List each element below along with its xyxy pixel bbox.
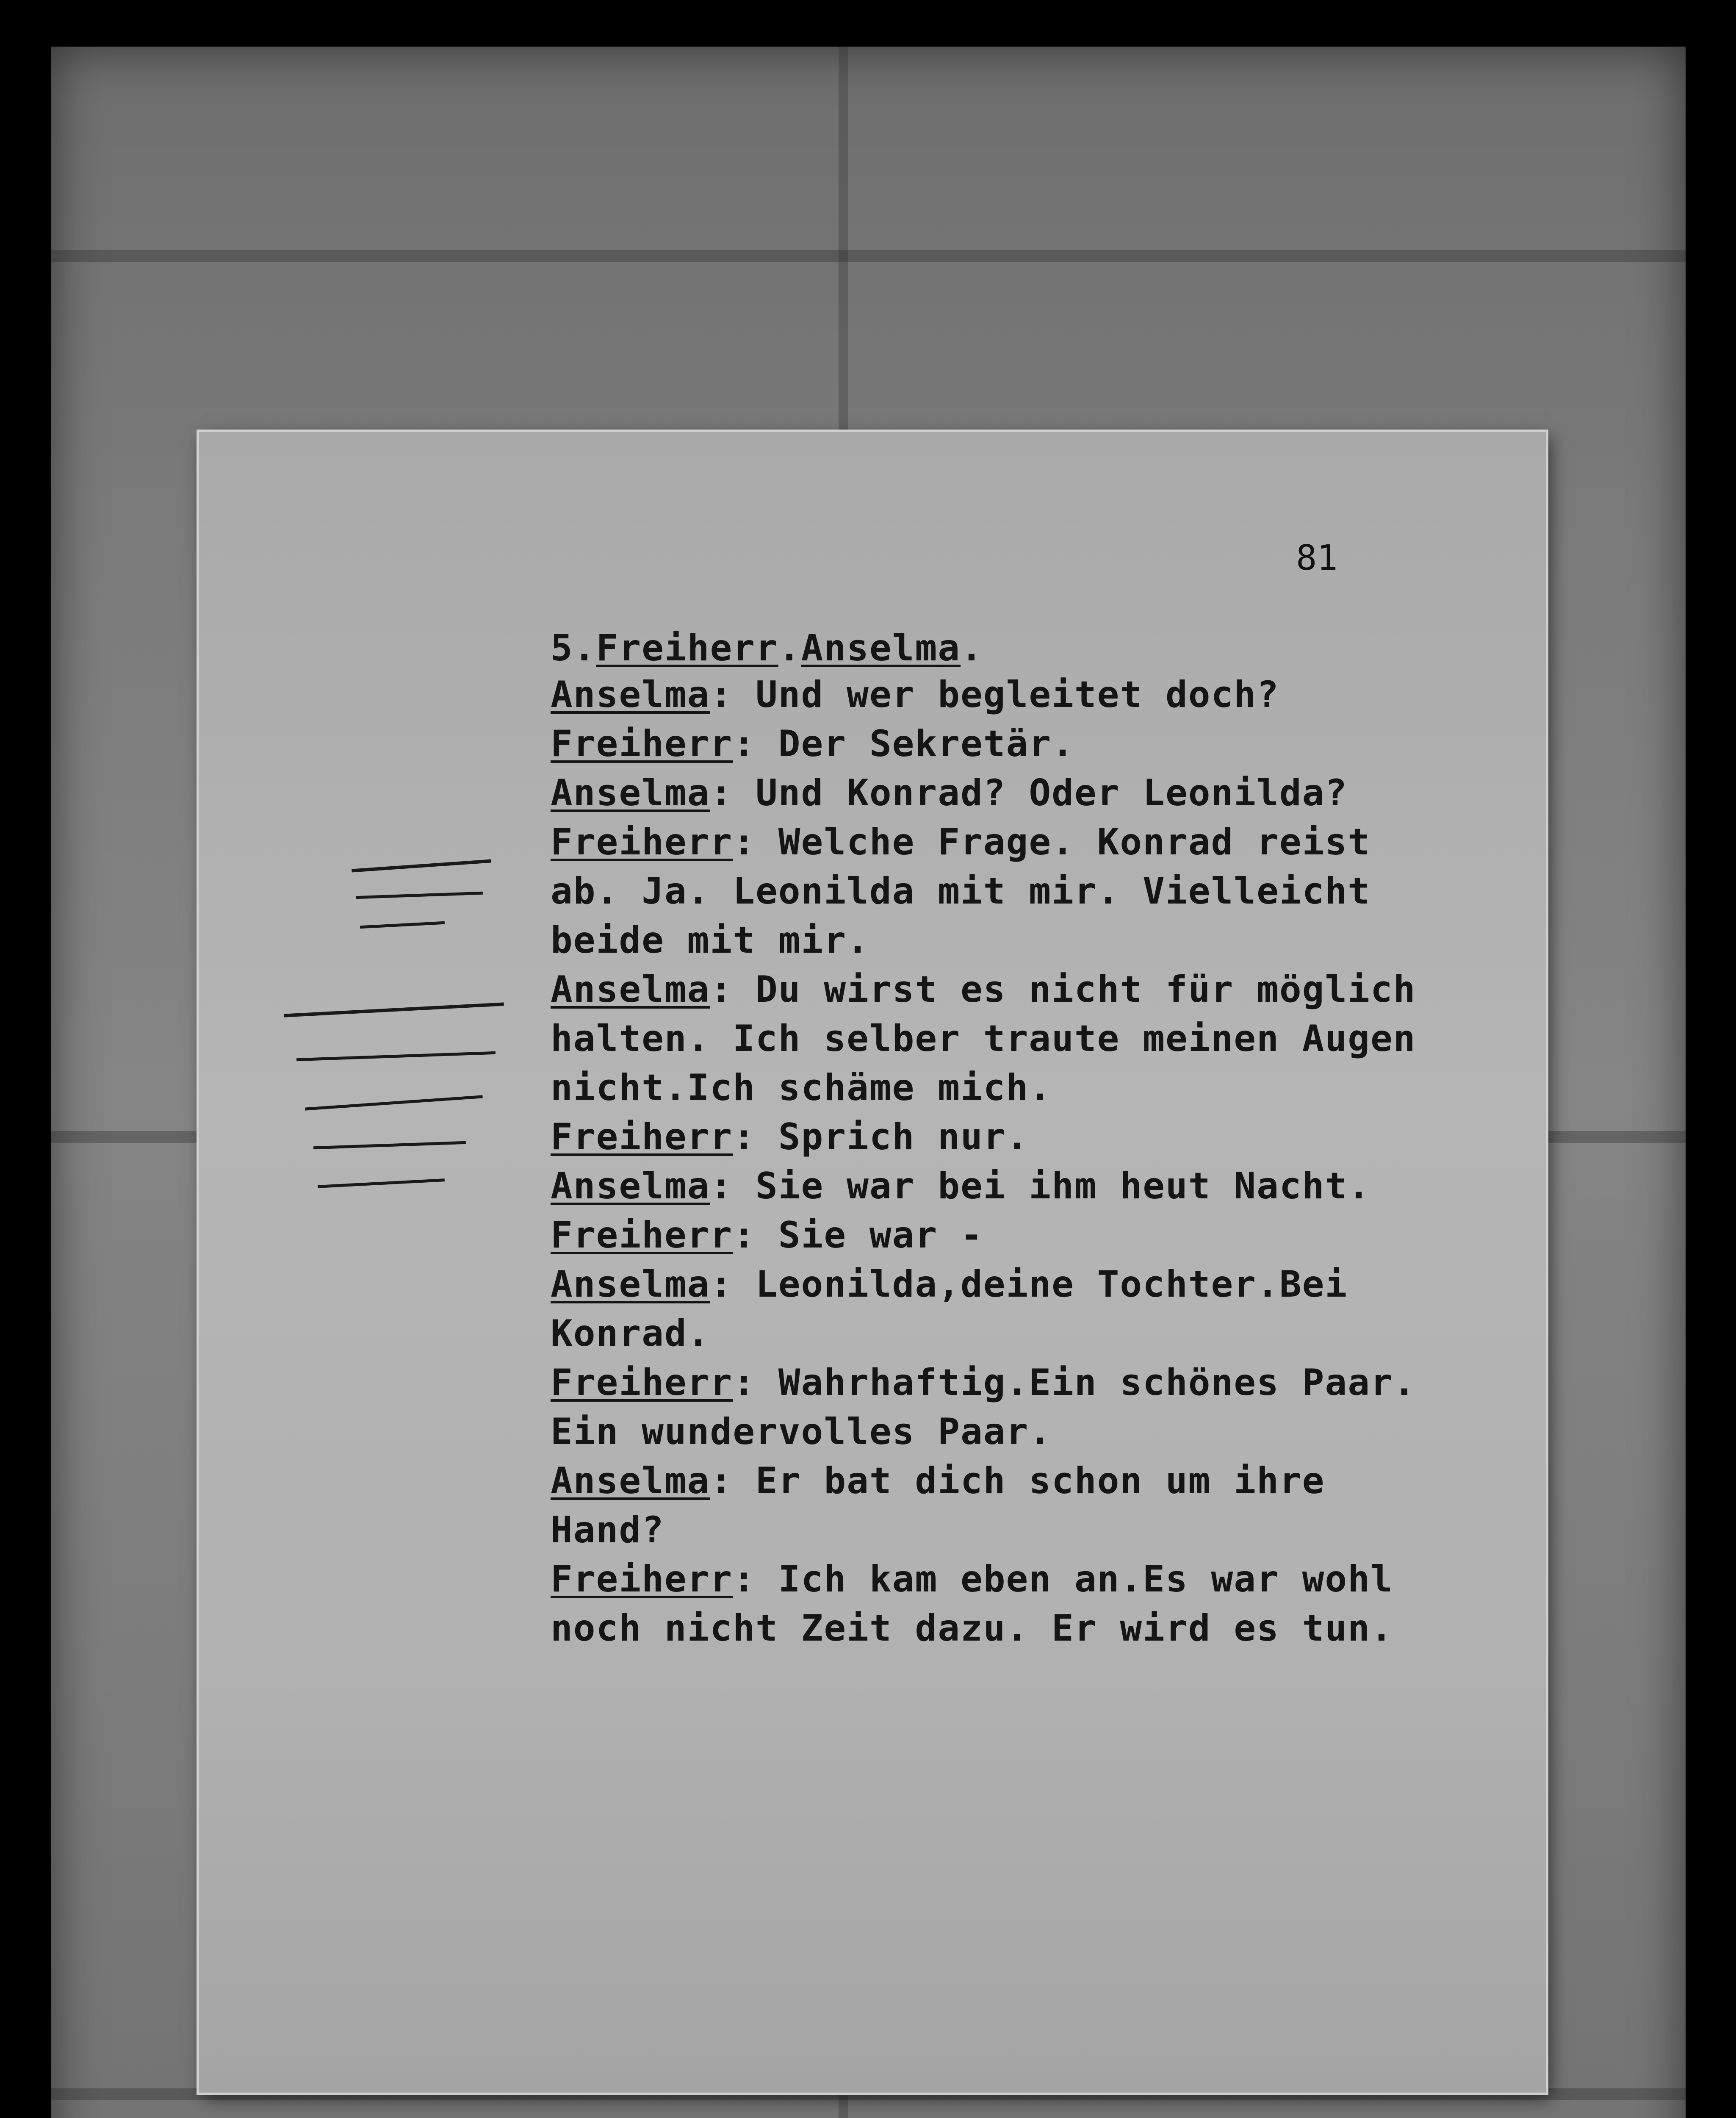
fold-line: [51, 250, 1686, 262]
dialogue-line: [551, 1214, 983, 1256]
dialogue-line: [551, 1607, 1393, 1649]
speaker-colon: :: [710, 772, 756, 814]
dialogue-line: [551, 968, 1416, 1011]
line-text: Konrad.: [551, 1312, 710, 1355]
speaker-colon: :: [733, 821, 778, 863]
dialogue-line: [551, 1067, 1052, 1109]
dialogue-line: [551, 1558, 1393, 1600]
speaker-name: Freiherr: [551, 1116, 733, 1158]
dialogue-line: [551, 821, 1371, 863]
speaker-name: Freiherr: [551, 1558, 733, 1600]
heading-speaker: Anselma: [801, 627, 961, 669]
line-text: Du wirst es nicht für möglich: [756, 968, 1416, 1011]
line-text: Leonilda,deine Tochter.Bei: [756, 1263, 1348, 1306]
line-text: Ein wundervolles Paar.: [551, 1411, 1052, 1453]
speaker-colon: :: [710, 968, 756, 1011]
line-text: Sprich nur.: [778, 1116, 1029, 1158]
speaker-name: Freiherr: [551, 821, 733, 863]
line-text: halten. Ich selber traute meinen Augen: [551, 1017, 1416, 1060]
dialogue-line: [551, 1116, 1029, 1158]
speaker-name: Freiherr: [551, 1361, 733, 1404]
dialogue-line: [551, 1312, 710, 1355]
line-text: Und wer begleitet doch?: [756, 674, 1279, 716]
line-text: Der Sekretär.: [778, 723, 1074, 765]
line-text: Welche Frage. Konrad reist: [778, 821, 1371, 863]
line-text: Er bat dich schon um ihre: [756, 1460, 1325, 1502]
speaker-colon: :: [710, 1165, 756, 1207]
heading-end: .: [961, 627, 983, 669]
line-text: Sie war bei ihm heut Nacht.: [756, 1165, 1371, 1207]
speaker-colon: :: [733, 1558, 778, 1600]
line-text: Wahrhaftig.Ein schönes Paar.: [778, 1361, 1416, 1404]
heading-speaker: Freiherr: [596, 627, 778, 669]
speaker-name: Freiherr: [551, 1214, 733, 1256]
dialogue-line: [551, 1411, 1052, 1453]
speaker-name: Freiherr: [551, 723, 733, 765]
speaker-name: Anselma: [551, 1165, 710, 1207]
dialogue-line: [551, 674, 1279, 716]
line-text: Hand?: [551, 1509, 664, 1551]
speaker-name: Anselma: [551, 1460, 710, 1502]
dialogue-line: [551, 1361, 1416, 1404]
speaker-colon: :: [733, 723, 778, 765]
speaker-colon: :: [733, 1361, 778, 1404]
line-text: noch nicht Zeit dazu. Er wird es tun.: [551, 1607, 1393, 1649]
line-text: Sie war -: [778, 1214, 983, 1256]
dialogue-line: [551, 1509, 664, 1551]
line-text: ab. Ja. Leonilda mit mir. Vielleicht: [551, 870, 1371, 912]
dialogue-line: [551, 1017, 1416, 1060]
dialogue-line: [551, 1460, 1325, 1502]
dialogue-line: [551, 723, 1074, 765]
speaker-colon: :: [710, 674, 756, 716]
speaker-name: Anselma: [551, 772, 710, 814]
dialogue-line: [551, 772, 1348, 814]
speaker-colon: :: [733, 1214, 778, 1256]
heading-separator: .: [778, 627, 801, 669]
dialogue-line: [551, 919, 869, 962]
scene-heading: [551, 627, 983, 669]
line-text: beide mit mir.: [551, 919, 869, 962]
dialogue-line: [551, 870, 1371, 912]
speaker-name: Anselma: [551, 968, 710, 1011]
speaker-colon: :: [710, 1460, 756, 1502]
page-number: 81: [1296, 538, 1338, 578]
line-text: nicht.Ich schäme mich.: [551, 1067, 1052, 1109]
line-text: Ich kam eben an.Es war wohl: [778, 1558, 1393, 1600]
speaker-name: Anselma: [551, 1263, 710, 1306]
speaker-name: Anselma: [551, 674, 710, 716]
scene-number: 5.: [551, 627, 596, 669]
line-text: Und Konrad? Oder Leonilda?: [756, 772, 1348, 814]
dialogue-line: [551, 1263, 1348, 1306]
dialogue-line: [551, 1165, 1371, 1207]
speaker-colon: :: [710, 1263, 756, 1306]
speaker-colon: :: [733, 1116, 778, 1158]
